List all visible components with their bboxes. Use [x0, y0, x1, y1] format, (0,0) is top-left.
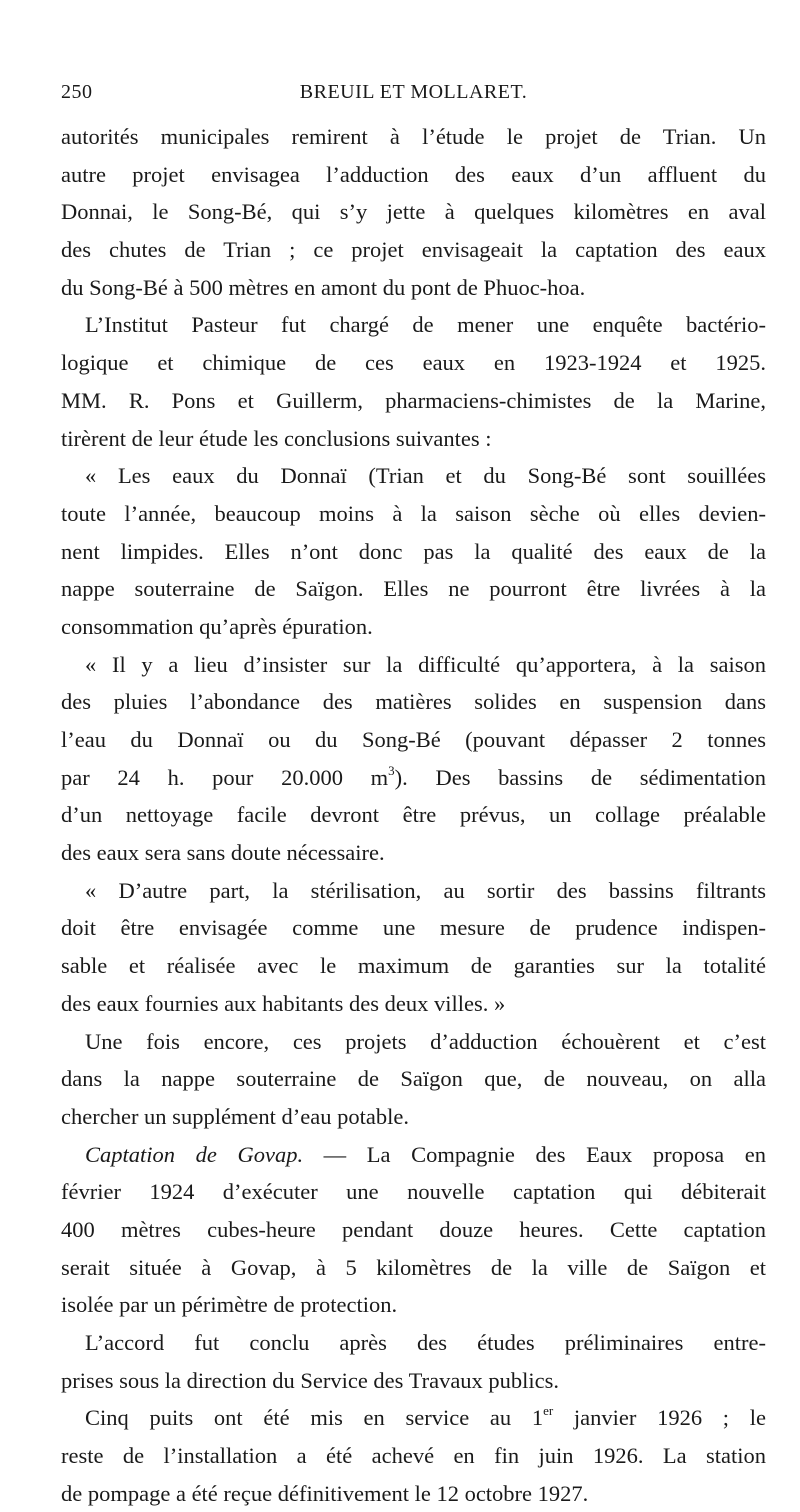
text-line: autre projet envisagea l’adduction des eaux d’un affluent du: [61, 161, 766, 187]
superscript: 3: [388, 762, 395, 778]
text-line: chercher un supplément d’eau potable.: [61, 1103, 409, 1129]
text-fragment: par 24 h. pour 20.000 m: [61, 764, 389, 790]
text-line: tirèrent de leur étude les conclusions suivantes :: [61, 425, 492, 451]
text-line: logique et chimique de ces eaux en 1923-1924 et 1925.: [61, 350, 766, 376]
text-line: sable et réalisée avec le maximum de garanties sur la totalité: [61, 953, 766, 979]
section-heading: Captation de Govap.: [85, 1141, 304, 1167]
text-fragment: janvier 1926 ; le: [553, 1405, 766, 1431]
text-line: de pompage a été reçue définitivement le 12 octobre 1927.: [61, 1480, 589, 1506]
text-line: L’Institut Pasteur fut chargé de mener une enquête bactério-: [85, 312, 766, 338]
text-fragment: ). Des bassins de sédimentation: [394, 764, 766, 790]
text-line: d’un nettoyage facile devront être prévus, un collage préalable: [61, 802, 766, 828]
body-text: [61, 118, 766, 1512]
text-line: dans la nappe souterraine de Saïgon que, de nouveau, on alla: [61, 1066, 766, 1092]
text-line: L’accord fut conclu après des études préliminaires entre-: [85, 1330, 766, 1355]
text-line: « Les eaux du Donnaï (Trian et du Song-Bé sont souillées: [85, 463, 766, 489]
text-line: nent limpides. Elles n’ont donc pas la qualité des eaux de la: [61, 538, 766, 564]
text-line: 400 mètres cubes-heure pendant douze heures. Cette captation: [61, 1216, 766, 1242]
text-line: février 1924 d’exécuter une nouvelle captation qui débiterait: [61, 1179, 766, 1205]
text-line: [61, 759, 766, 797]
text-line: des eaux fournies aux habitants des deux villes. »: [61, 990, 506, 1016]
text-line: du Song-Bé à 500 mètres en amont du pont de Phuoc-hoa.: [61, 274, 586, 300]
text-line: Une fois encore, ces projets d’adduction échouèrent et c’est: [85, 1028, 766, 1054]
text-line: doit être envisagée comme une mesure de prudence indispen-: [61, 915, 766, 941]
text-line: prises sous la direction du Service des Travaux publics.: [61, 1367, 560, 1393]
text-line: autorités municipales remirent à l’étude le projet de Trian. Un: [61, 124, 766, 149]
running-title: BREUIL ET MOLLARET.: [299, 81, 528, 103]
text-line: Donnai, le Song-Bé, qui s’y jette à quelques kilomètres en aval: [61, 199, 766, 225]
text-line: nappe souterraine de Saïgon. Elles ne pourront être livrées à la: [61, 576, 766, 602]
page-number: 250: [61, 81, 93, 103]
text-line: isolée par un périmètre de protection.: [61, 1292, 398, 1318]
text-line: consommation qu’après épuration.: [61, 613, 373, 639]
superscript: er: [543, 1403, 554, 1419]
text-line: des pluies l’abondance des matières solides en suspension dans: [61, 689, 766, 715]
text-line: serait située à Govap, à 5 kilomètres de la ville de Saïgon et: [61, 1254, 766, 1280]
text-line: reste de l’installation a été achevé en fin juin 1926. La station: [61, 1443, 766, 1469]
text-line: toute l’année, beaucoup moins à la saison sèche où elles devien-: [61, 500, 766, 526]
text-line: des chutes de Trian ; ce projet envisageait la captation des eaux: [61, 237, 766, 263]
text-fragment: Cinq puits ont été mis en service au 1: [85, 1405, 544, 1431]
text-line: [61, 1136, 766, 1174]
text-line: « D’autre part, la stérilisation, au sortir des bassins filtrants: [85, 877, 766, 903]
text-line: [61, 1399, 766, 1437]
text-line: l’eau du Donnaï ou du Song-Bé (pouvant dépasser 2 tonnes: [61, 727, 766, 752]
page-header: [61, 78, 766, 106]
text-line: « Il y a lieu d’insister sur la difficulté qu’apportera, à la saison: [85, 651, 766, 677]
text-fragment: — La Compagnie des Eaux proposa en: [303, 1141, 766, 1167]
text-line: des eaux sera sans doute nécessaire.: [61, 840, 385, 866]
text-line: MM. R. Pons et Guillerm, pharmaciens-chimistes de la Marine,: [61, 387, 766, 413]
